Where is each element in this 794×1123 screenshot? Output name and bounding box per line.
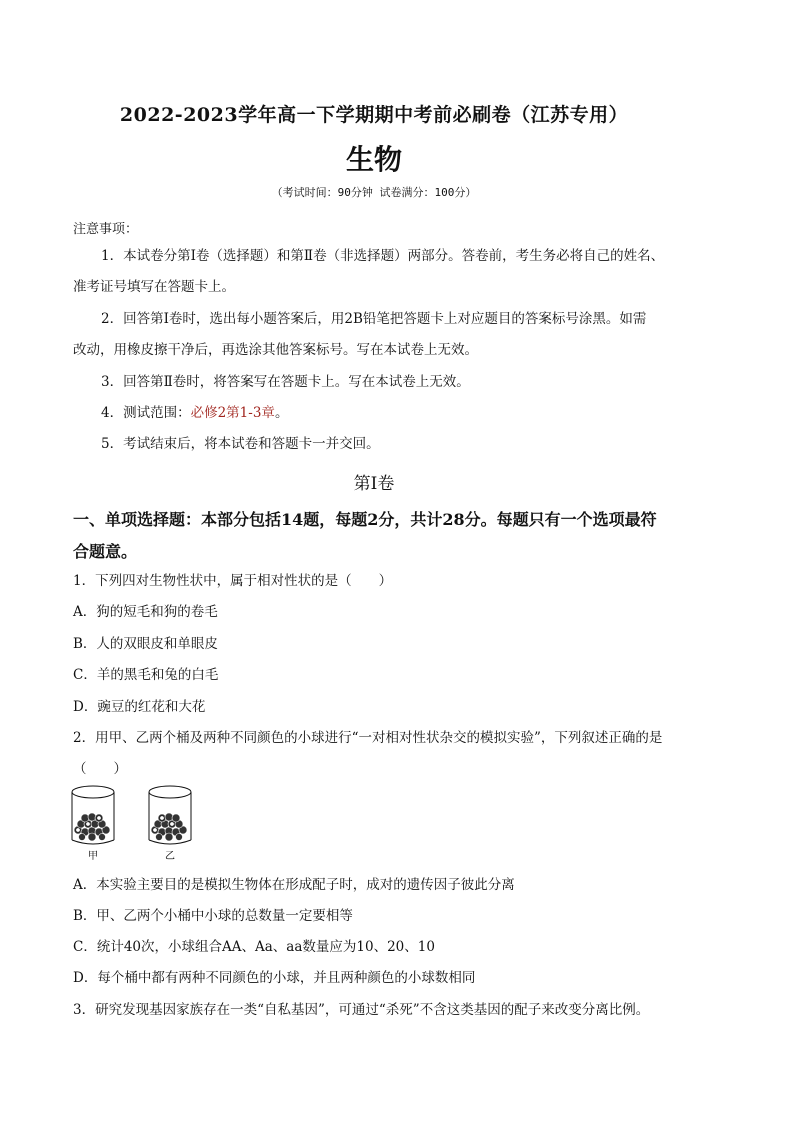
question-2-option-d: D．每个桶中都有两种不同颜色的小球，并且两种颜色的小球数相同	[73, 970, 476, 986]
beaker-figure	[70, 782, 200, 864]
exam-title: 2022-2023学年高一下学期期中考前必刷卷（江苏专用）	[119, 104, 629, 126]
notice-heading: 注意事项：	[73, 222, 139, 237]
question-2-stem: 2．用甲、乙两个桶及两种不同颜色的小球进行“一对相对性状杂交的模拟实验”，下列叙述正确的是	[73, 730, 663, 746]
question-2-option-a: A．本实验主要目的是模拟生物体在形成配子时，成对的遗传因子彼此分离	[73, 877, 515, 893]
question-1-stem: 1．下列四对生物性状中，属于相对性状的是（ ）	[73, 573, 393, 589]
beaker-label-yi: 乙	[165, 851, 175, 862]
notice-item-4-prefix: 4．测试范围：	[101, 405, 191, 421]
notice-item-3: 3．回答第Ⅱ卷时，将答案写在答题卡上。写在本试卷上无效。	[101, 374, 470, 390]
section-title: 第Ⅰ卷	[353, 474, 395, 494]
question-2-option-c: C．统计40次，小球组合AA、Aa、aa数量应为10、20、10	[73, 939, 435, 955]
question-2-stem-cont: （ ）	[73, 761, 127, 777]
question-1-option-b: B．人的双眼皮和单眼皮	[73, 636, 218, 652]
notice-item-1-cont: 准考证号填写在答题卡上。	[73, 279, 235, 295]
question-1-option-a: A．狗的短毛和狗的卷毛	[73, 604, 218, 620]
question-2-option-b: B．甲、乙两个小桶中小球的总数量一定要相等	[73, 908, 353, 924]
part-heading-cont: 合题意。	[73, 542, 138, 561]
notice-item-5: 5．考试结束后，将本试卷和答题卡一并交回。	[101, 436, 380, 452]
notice-item-4-suffix: 。	[274, 405, 289, 421]
exam-info: （考试时间：90分钟 试卷满分：100分）	[271, 186, 477, 199]
test-range: 必修2第1-3章	[190, 405, 275, 421]
notice-item-2: 2．回答第Ⅰ卷时，选出每小题答案后，用2B铅笔把答题卡上对应题目的答案标号涂黑。如需	[101, 311, 647, 327]
question-1-option-c: C．羊的黑毛和兔的白毛	[73, 667, 219, 683]
beaker-label-jia: 甲	[88, 851, 98, 862]
notice-item-1: 1．本试卷分第Ⅰ卷（选择题）和第Ⅱ卷（非选择题）两部分。答卷前，考生务必将自己的姓名、	[101, 248, 665, 264]
question-3-stem: 3．研究发现基因家族存在一类“自私基因”，可通过“杀死”不含这类基因的配子来改变分离比例。	[73, 1002, 650, 1018]
part-heading: 一、单项选择题：本部分包括14题，每题2分，共计28分。每题只有一个选项最符	[73, 510, 657, 529]
notice-item-2-cont: 改动，用橡皮擦干净后，再选涂其他答案标号。写在本试卷上无效。	[73, 342, 478, 358]
beaker-yi	[149, 786, 191, 844]
notice-item-4	[101, 403, 288, 423]
subject-title: 生物	[345, 143, 402, 176]
question-1-option-d: D．豌豆的红花和大花	[73, 699, 206, 715]
beaker-jia	[72, 786, 114, 844]
